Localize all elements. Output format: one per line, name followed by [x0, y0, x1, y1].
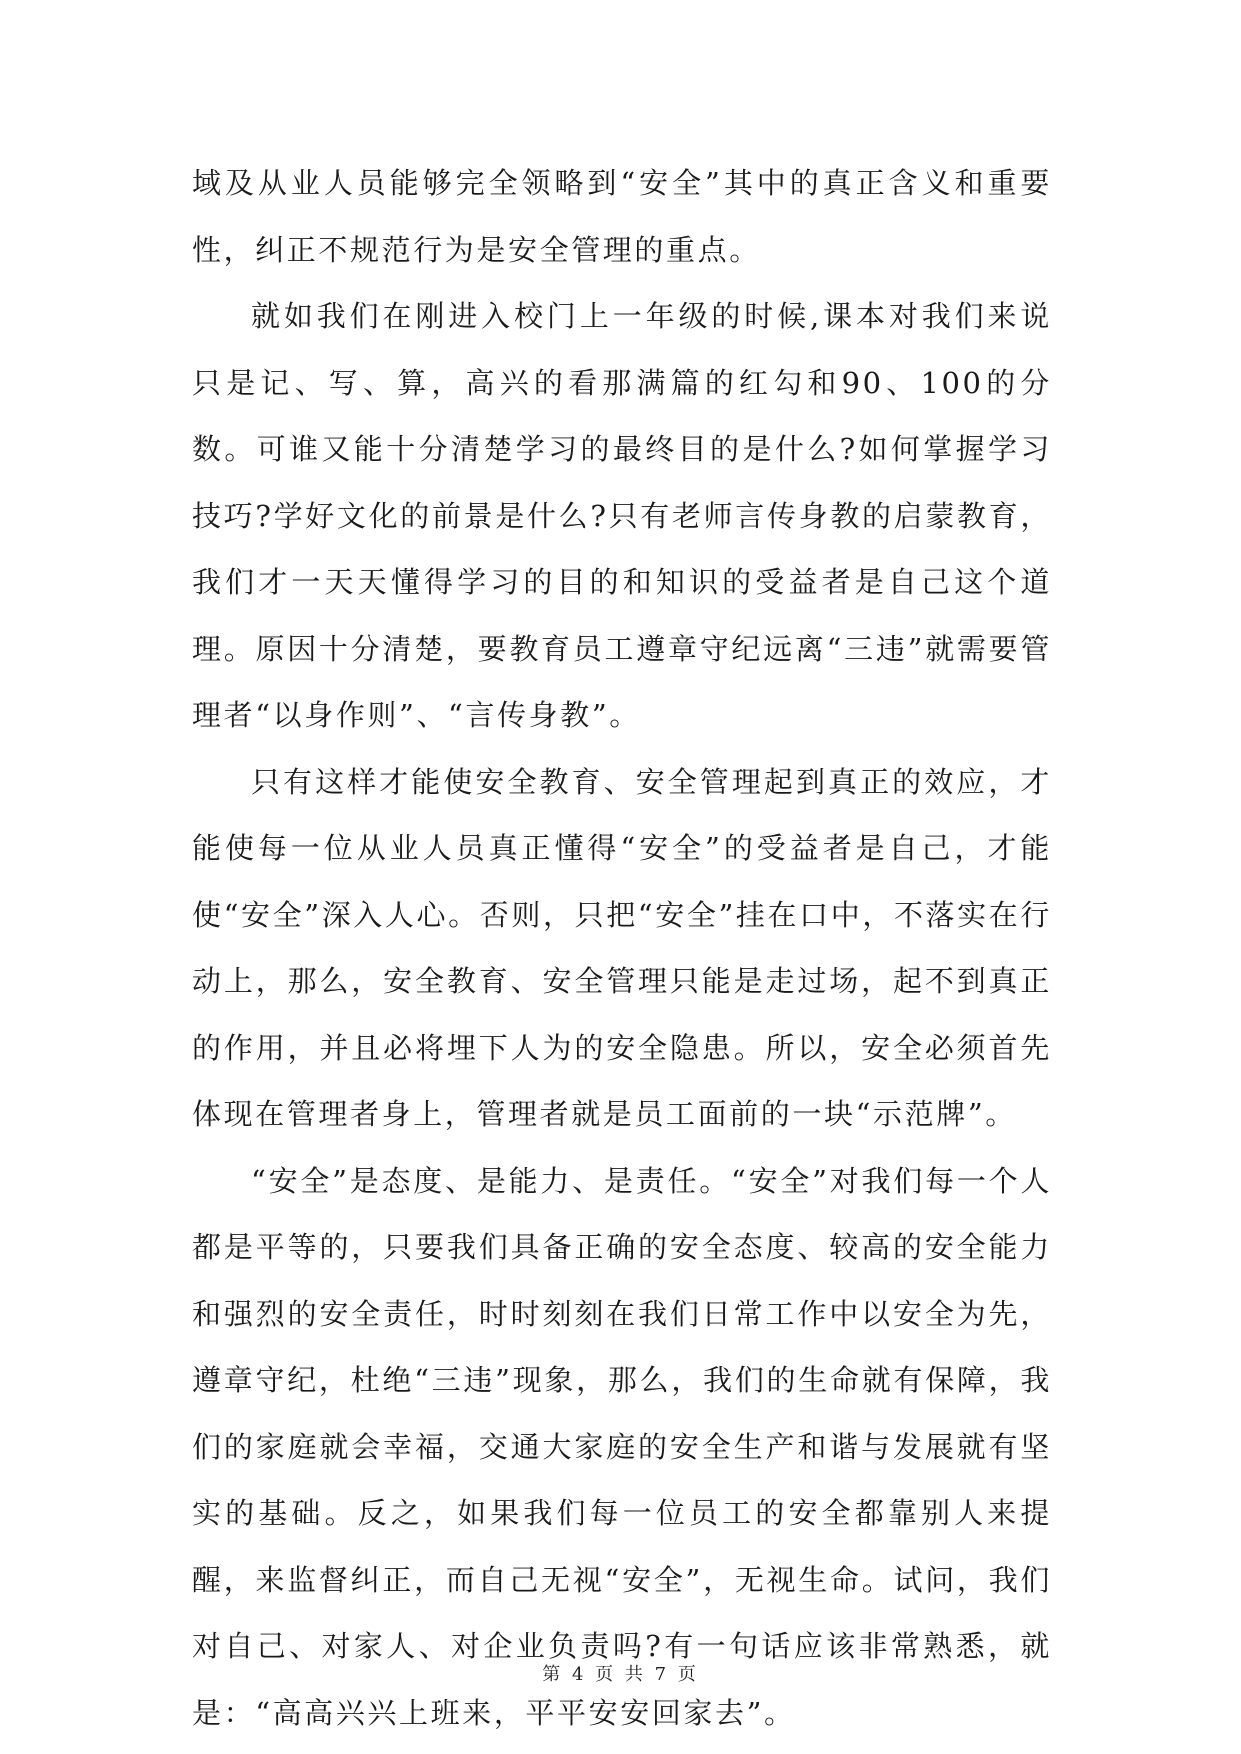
paragraph-2: 就如我们在刚进入校门上一年级的时候,课本对我们来说只是记、写、算，高兴的看那满篇的红勾和90、100的分数。可谁又能十分清楚学习的最终目的是什么?如何掌握学习技巧?学好文化的前景是什么?只有老师言传身教的启蒙教育，我们才一天天懂得学习的目的和知识的受益者是自己这个道理。原因十分清楚，要教育员工遵章守纪远离“三违”就需要管理者“以身作则”、“言传身教”。 — [192, 299, 1052, 732]
paragraph-3: 只有这样才能使安全教育、安全管理起到真正的效应，才能使每一位从业人员真正懂得“安全”的受益者是自己，才能使“安全”深入人心。否则，只把“安全”挂在口中，不落实在行动上，那么，安全教育、安全管理只能是走过场，起不到真正的作用，并且必将埋下人为的安全隐患。所以，安全必须首先体现在管理者身上，管理者就是员工面前的一块“示范牌”。 — [192, 764, 1052, 1131]
document-body — [192, 150, 1052, 1746]
page-number-footer: 第 4 页 共 7 页 — [542, 1664, 699, 1685]
paragraph-1: 域及从业人员能够完全领略到“安全”其中的真正含义和重要性，纠正不规范行为是安全管理的重点。 — [192, 166, 1052, 267]
paragraph-4: “安全”是态度、是能力、是责任。“安全”对我们每一个人都是平等的，只要我们具备正确的安全态度、较高的安全能力和强烈的安全责任，时时刻刻在我们日常工作中以安全为先，遵章守纪，杜绝“三违”现象，那么，我们的生命就有保障，我们的家庭就会幸福，交通大家庭的安全生产和谐与发展就有坚实的基础。反之，如果我们每一位员工的安全都靠别人来提醒，来监督纠正，而自己无视“安全”，无视生命。试问，我们对自己、对家人、对企业负责吗?有一句话应该非常熟悉，就是：“高高兴兴上班来，平平安安回家去”。 — [192, 1163, 1052, 1730]
